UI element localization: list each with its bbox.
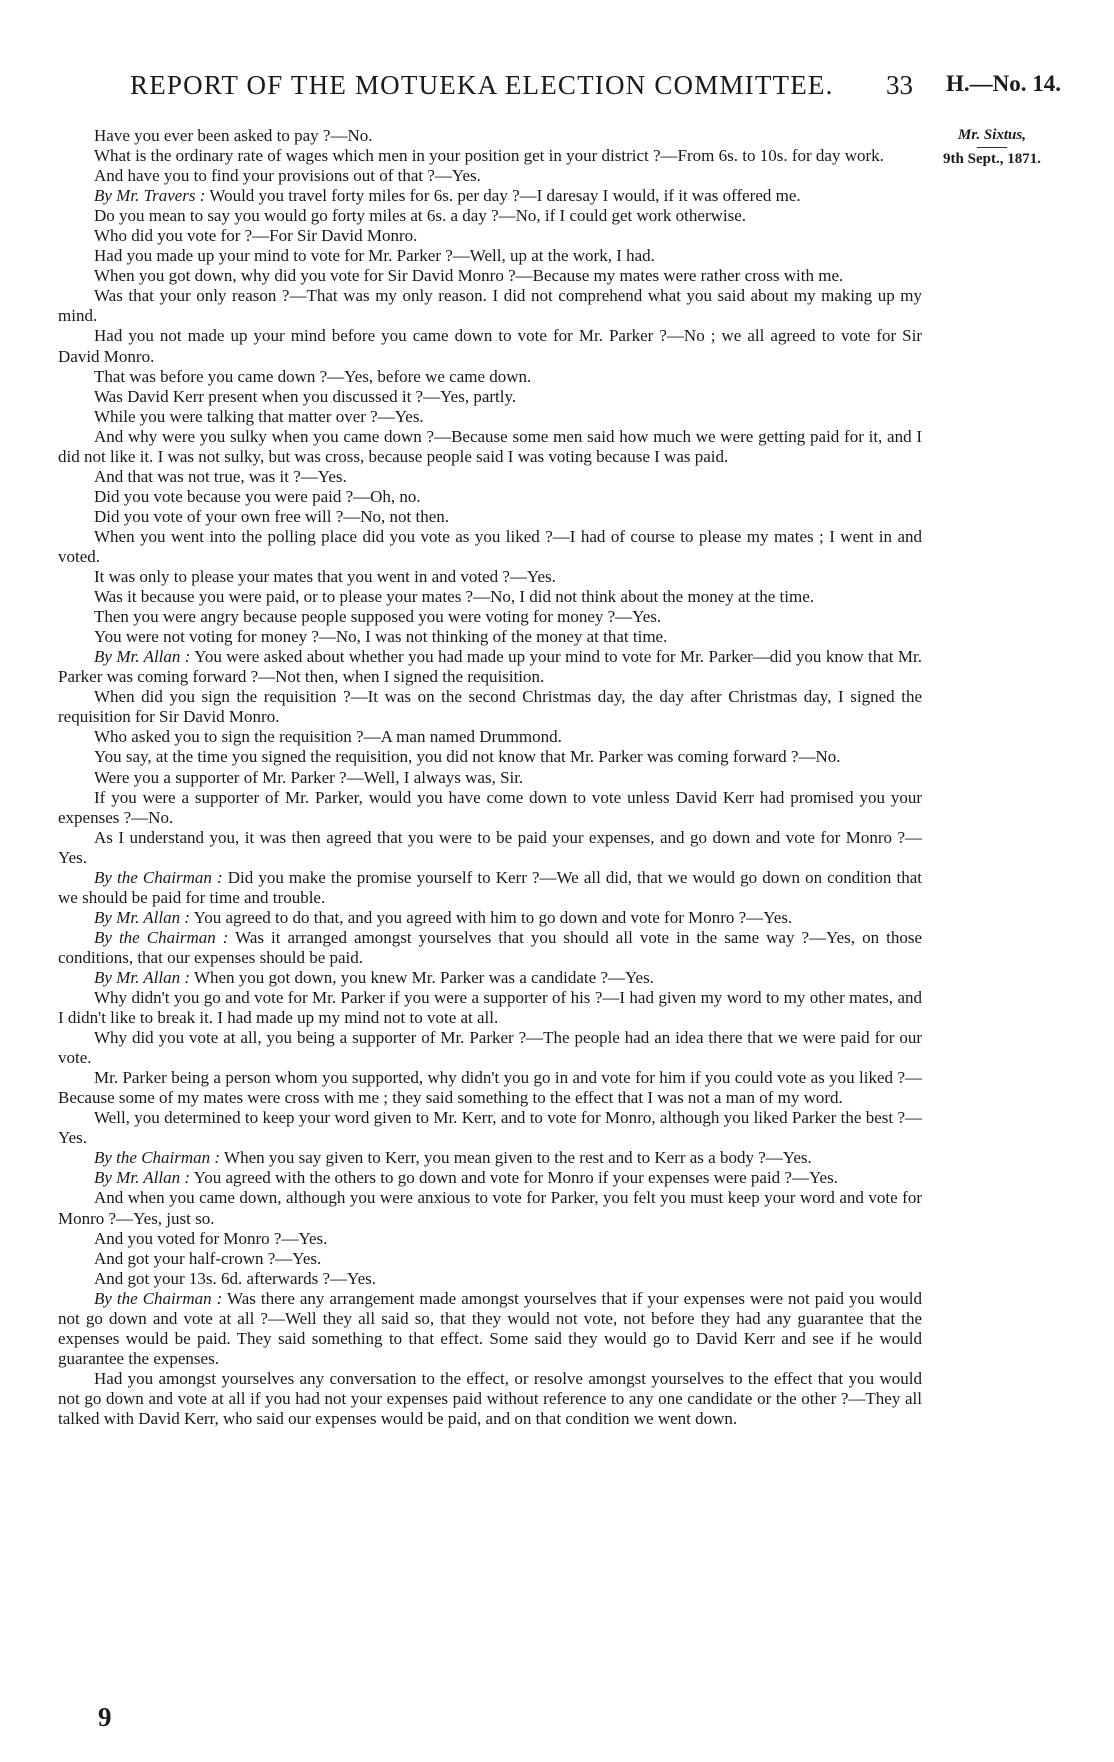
testimony-paragraph xyxy=(58,186,922,206)
paragraph-text: And got your half-crown ?—Yes. xyxy=(94,1248,322,1268)
paragraph-text: Why did you vote at all, you being a supporter of Mr. Parker ?—The people had an idea there that we were paid for our vote. xyxy=(58,1028,922,1068)
testimony-paragraph xyxy=(58,647,922,687)
speaker-label: By Mr. Allan : xyxy=(94,907,191,927)
paragraph-text: Was there any arrangement made amongst yourselves that if your expenses were not paid you would not go down and vote at all ?—Well they all said so, that they would not vote, not before they had any guarantee that the expenses would be paid. They said something to that effect. Some said they would go to David Kerr and see if he would guarantee the expenses. xyxy=(58,1288,922,1368)
paragraph-text: When did you sign the requisition ?—It was on the second Christmas day, the day after Christmas day, I signed the requisition for Sir David Monro. xyxy=(58,687,922,727)
paragraph-text: Were you a supporter of Mr. Parker ?—Well, I always was, Sir. xyxy=(94,767,524,787)
paragraph-text: When you say given to Kerr, you mean given to the rest and to Kerr as a body ?—Yes. xyxy=(220,1148,812,1168)
testimony-paragraph xyxy=(58,487,922,507)
testimony-paragraph xyxy=(58,908,922,928)
paragraph-text: Who did you vote for ?—For Sir David Monro. xyxy=(94,226,418,246)
testimony-paragraph xyxy=(58,367,922,387)
testimony-paragraph xyxy=(58,968,922,988)
paragraph-text: What is the ordinary rate of wages which men in your position get in your district ?—From 6s. to 10s. for day work. xyxy=(94,146,884,166)
paragraph-text: When you got down, why did you vote for Sir David Monro ?—Because my mates were rather cross with me. xyxy=(94,266,844,286)
testimony-paragraph xyxy=(58,527,922,567)
paragraph-text: You were not voting for money ?—No, I was not thinking of the money at that time. xyxy=(94,627,668,647)
paragraph-text: Mr. Parker being a person whom you supported, why didn't you go in and vote for him if you could vote as you liked ?—Because some of my mates were cross with me ; they said something to the effect that I was not a man of my word. xyxy=(58,1068,922,1108)
testimony-paragraph xyxy=(58,1289,922,1369)
paragraph-text: When you went into the polling place did you vote as you liked ?—I had of course to please my mates ; I went in and voted. xyxy=(58,526,922,566)
testimony-paragraph xyxy=(58,286,922,326)
testimony-paragraph xyxy=(58,747,922,767)
paragraph-text: It was only to please your mates that you went in and voted ?—Yes. xyxy=(94,567,556,587)
paragraph-text: Had you amongst yourselves any conversation to the effect, or resolve amongst yourselves to the effect that you would not go down and vote at all if you had not your expenses paid without reference to any one candidate or the other ?—They all talked with David Kerr, who said our expenses would be paid, and on that condition we went down. xyxy=(58,1368,922,1428)
signature-mark: 9 xyxy=(98,1702,112,1732)
testimony-paragraph xyxy=(58,1028,922,1068)
testimony-paragraph xyxy=(58,266,922,286)
speaker-label: By Mr. Allan : xyxy=(94,967,191,987)
paragraph-text: Did you vote because you were paid ?—Oh, no. xyxy=(94,486,421,506)
testimony-paragraph xyxy=(58,687,922,727)
testimony-date: 9th Sept., 1871. xyxy=(943,151,1041,167)
testimony-paragraph xyxy=(58,1188,922,1228)
testimony-paragraph xyxy=(58,727,922,747)
document-reference: H.—No. 14. xyxy=(946,71,1061,96)
paragraph-text: While you were talking that matter over ?—Yes. xyxy=(94,406,424,426)
paragraph-text: Did you vote of your own free will ?—No, not then. xyxy=(94,506,450,526)
paragraph-text: Did you make the promise yourself to Kerr ?—We all did, that we would go down on condition that we should be paid for time and trouble. xyxy=(58,867,922,907)
testimony-paragraph xyxy=(58,326,922,366)
testimony-paragraph xyxy=(58,1148,922,1168)
paragraph-text: Had you made up your mind to vote for Mr. Parker ?—Well, up at the work, I had. xyxy=(94,246,655,266)
paragraph-text: And you voted for Monro ?—Yes. xyxy=(94,1228,328,1248)
page-header xyxy=(58,70,1061,110)
testimony-paragraph xyxy=(58,387,922,407)
paragraph-text: You agreed to do that, and you agreed with him to go down and vote for Monro ?—Yes. xyxy=(190,907,793,927)
paragraph-text: And got your 13s. 6d. afterwards ?—Yes. xyxy=(94,1268,377,1288)
testimony-paragraph xyxy=(58,627,922,647)
paragraph-text: And have you to find your provisions out of that ?—Yes. xyxy=(94,166,481,186)
speaker-label: By the Chairman : xyxy=(94,1148,221,1168)
paragraph-text: Do you mean to say you would go forty miles at 6s. a day ?—No, if I could get work otherwise. xyxy=(94,206,747,226)
testimony-paragraph xyxy=(58,928,922,968)
testimony-paragraph xyxy=(58,607,922,627)
witness-name: Mr. Sixtus, xyxy=(958,127,1026,143)
testimony-paragraph xyxy=(58,126,922,146)
paragraph-text: You were asked about whether you had made up your mind to vote for Mr. Parker—did you know that Mr. Parker was coming forward ?—Not then, when I signed the requisition. xyxy=(58,647,922,687)
testimony-paragraph xyxy=(58,226,922,246)
paragraph-text: You say, at the time you signed the requisition, you did not know that Mr. Parker was coming forward ?—No. xyxy=(94,747,841,767)
speaker-label: By Mr. Allan : xyxy=(94,1168,191,1188)
testimony-paragraph xyxy=(58,467,922,487)
speaker-label: By the Chairman : xyxy=(94,927,229,947)
paragraph-text: If you were a supporter of Mr. Parker, would you have come down to vote unless David Kerr had promised you your expenses ?—No. xyxy=(58,787,922,827)
testimony-paragraph xyxy=(58,988,922,1028)
speaker-label: By the Chairman : xyxy=(94,1288,223,1308)
paragraph-text: Why didn't you go and vote for Mr. Parker if you were a supporter of his ?—I had given my word to my other mates, and I didn't like to break it. I had made up my mind not to vote at all. xyxy=(58,988,922,1028)
paragraph-text: Was it arranged amongst yourselves that you should all vote in the same way ?—Yes, on those conditions, that our expenses should be paid. xyxy=(58,927,922,967)
testimony-paragraph xyxy=(58,828,922,868)
paragraph-text: Who asked you to sign the requisition ?—A man named Drummond. xyxy=(94,727,562,747)
report-title: REPORT OF THE MOTUEKA ELECTION COMMITTEE. xyxy=(130,70,834,100)
paragraph-text: That was before you came down ?—Yes, before we came down. xyxy=(94,366,532,386)
paragraph-text: And when you came down, although you were anxious to vote for Parker, you felt you must keep your word and vote for Monro ?—Yes, just so. xyxy=(58,1188,922,1228)
paragraph-text: As I understand you, it was then agreed that you were to be paid your expenses, and go down and vote for Monro ?—Yes. xyxy=(58,827,922,867)
testimony-paragraph xyxy=(58,246,922,266)
testimony-paragraph xyxy=(58,507,922,527)
testimony-paragraph xyxy=(58,1108,922,1148)
paragraph-text: Had you not made up your mind before you came down to vote for Mr. Parker ?—No ; we all agreed to vote for Sir David Monro. xyxy=(58,326,922,366)
testimony-paragraph xyxy=(58,1229,922,1249)
paragraph-text: Was it because you were paid, or to please your mates ?—No, I did not think about the money at the time. xyxy=(94,587,814,607)
testimony-paragraph xyxy=(58,146,922,166)
speaker-label: By the Chairman : xyxy=(94,867,223,887)
testimony-paragraph xyxy=(58,407,922,427)
paragraph-text: Have you ever been asked to pay ?—No. xyxy=(94,126,373,145)
testimony-paragraph xyxy=(58,166,922,186)
testimony-paragraph xyxy=(58,788,922,828)
paragraph-text: And that was not true, was it ?—Yes. xyxy=(94,466,347,486)
paragraph-text: You agreed with the others to go down and vote for Monro if your expenses were paid ?—Yes. xyxy=(190,1168,838,1188)
testimony-paragraph xyxy=(58,768,922,788)
testimony-paragraph xyxy=(58,427,922,467)
speaker-label: By Mr. Allan : xyxy=(94,647,191,667)
testimony-paragraph xyxy=(58,1269,922,1289)
testimony-paragraph xyxy=(58,1168,922,1188)
paragraph-text: Was that your only reason ?—That was my only reason. I did not comprehend what you said about my making up my mind. xyxy=(58,286,922,326)
speaker-label: By Mr. Travers : xyxy=(94,186,206,206)
margin-divider xyxy=(977,147,1007,148)
testimony-paragraph xyxy=(58,567,922,587)
paragraph-text: And why were you sulky when you came down ?—Because some men said how much we were getting paid for it, and I did not like it. I was not sulky, but was cross, because people said I was voting because I was paid. xyxy=(58,426,922,466)
paragraph-text: Then you were angry because people supposed you were voting for money ?—Yes. xyxy=(94,607,662,627)
margin-note xyxy=(922,126,1062,169)
paragraph-text: Would you travel forty miles for 6s. per day ?—I daresay I would, if it was offered me. xyxy=(205,186,801,206)
paragraph-text: When you got down, you knew Mr. Parker was a candidate ?—Yes. xyxy=(190,967,654,987)
paragraph-text: Well, you determined to keep your word given to Mr. Kerr, and to vote for Monro, although you liked Parker the best ?—Yes. xyxy=(58,1108,922,1148)
testimony-paragraph xyxy=(58,206,922,226)
testimony-paragraph xyxy=(58,1249,922,1269)
page-number: 33 xyxy=(886,70,913,100)
testimony-paragraph xyxy=(58,1068,922,1108)
testimony-body xyxy=(58,126,922,1429)
testimony-paragraph xyxy=(58,587,922,607)
testimony-paragraph xyxy=(58,868,922,908)
paragraph-text: Was David Kerr present when you discussed it ?—Yes, partly. xyxy=(94,386,517,406)
testimony-paragraph xyxy=(58,1369,922,1429)
